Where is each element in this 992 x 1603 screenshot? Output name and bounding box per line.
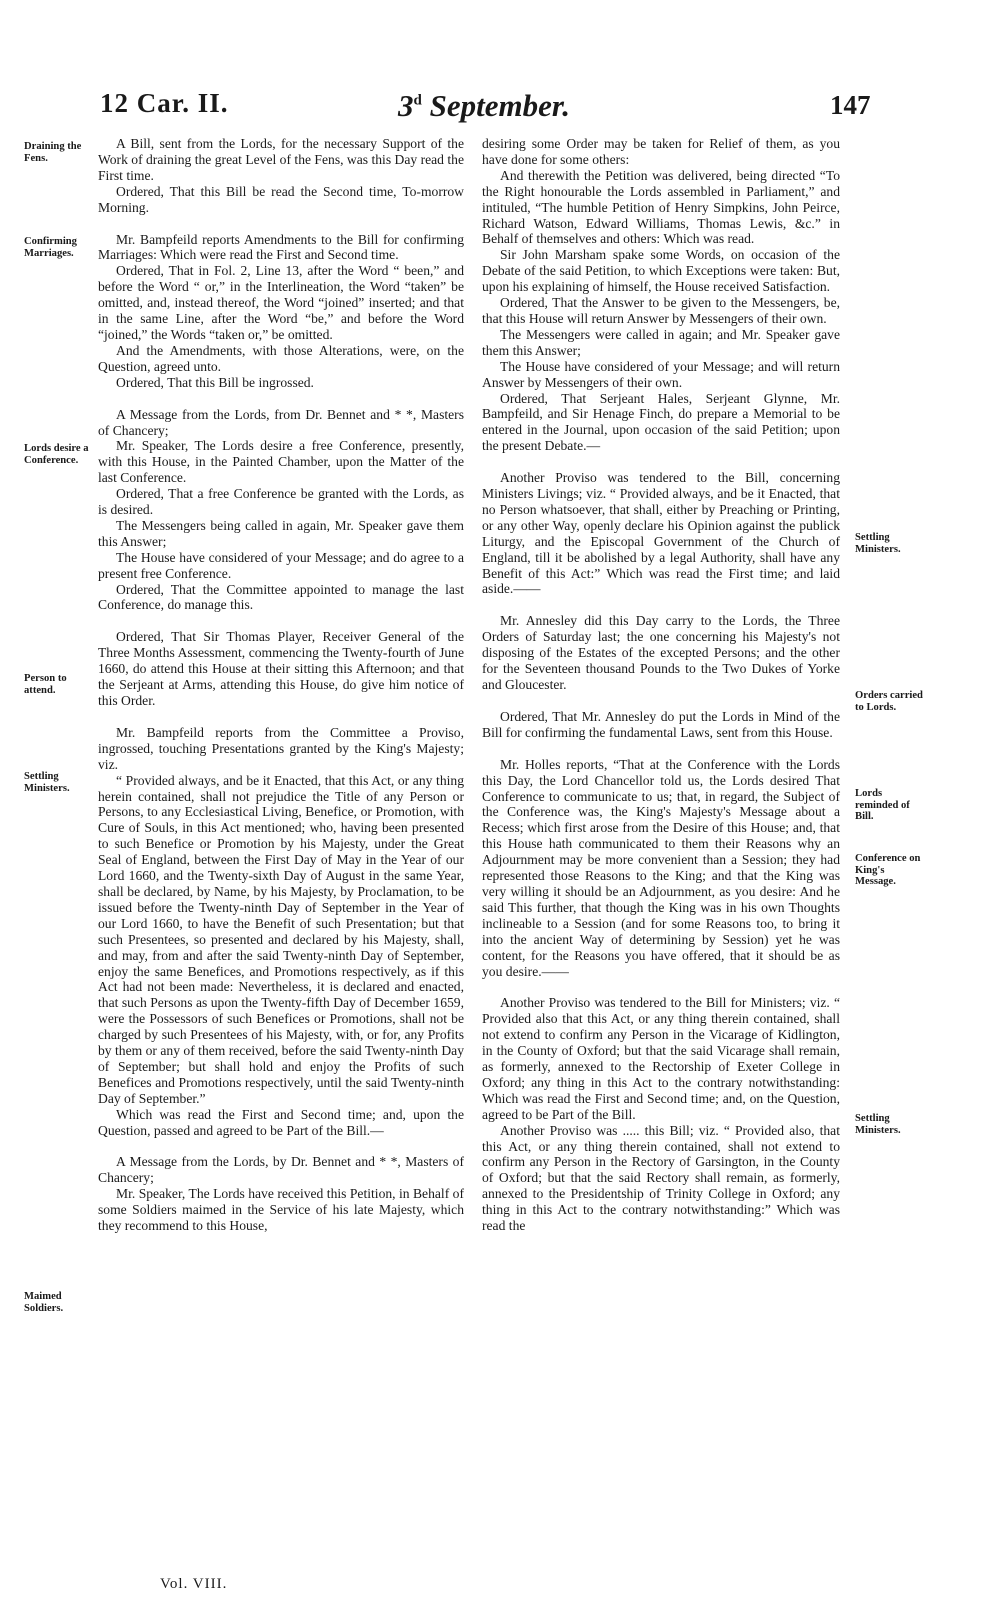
margin-note: Settling Ministers.: [855, 1113, 901, 1136]
margin-note: Conference on King's Message.: [855, 853, 921, 888]
regnal-year: 12 Car. II.: [100, 88, 229, 118]
paragraph: Ordered, That this Bill be ingrossed.: [116, 374, 314, 390]
paragraph: Ordered, That the Answer to be given to the Messengers, be, that this House will return Answer by Messengers of their own.: [482, 295, 840, 326]
page-header: [0, 88, 992, 136]
paragraph: Ordered, That in Fol. 2, Line 13, after the Word “ been,” and before the Word “ or,” in the Interlineation, the Word “taken” be omitted, and, instead thereof, the Word “joined” inserted; and that in the same Line, after the Word “be,” and before the Word “joined,” the Words “taken or,” be omitted.: [98, 263, 464, 342]
margin-note: Person to attend.: [24, 673, 67, 696]
paragraph: Sir John Marsham spake some Words, on occasion of the Debate of the said Petition, to which Exceptions were taken: But, upon his explaining of himself, the House received Satisfaction.: [482, 247, 840, 295]
paragraph: And therewith the Petition was delivered, being directed “To the Right honourable the Lords assembled in Parliament,” and intituled, “The humble Petition of Henry Simpkins, John Peirce, Richard Watson, Edward Williams, Thomas Lewis, &c.” in Behalf of themselves and others: Which was read.: [482, 167, 840, 247]
paragraph: Ordered, That Mr. Annesley do put the Lords in Mind of the Bill for confirming the fundamental Laws, sent from this House.: [482, 708, 840, 740]
date-heading: [398, 88, 570, 124]
volume-signature: Vol. VIII.: [160, 1576, 228, 1592]
paragraph: Another Proviso was tendered to the Bill, concerning Ministers Livings; viz. “ Provided always, and be it Enacted, that no Person whatsoever, that shall, either by Preaching or Printing, or any other Way, openly declare his Opinion against the publick Liturgy, and the Episcopal Government of the Church of England, till it be abolished by a legal Authority, shall have any Benefit of this Act:” Which was read the First time; and laid aside.——: [482, 470, 840, 597]
left-column: [98, 136, 464, 1234]
paragraph: The Messengers were called in again; and Mr. Speaker gave them this Answer;: [482, 326, 840, 358]
paragraph: Which was read the First and Second time; and, upon the Question, passed and agreed to be Part of the Bill.—: [98, 1106, 464, 1138]
paragraph: Another Proviso was ..... this Bill; viz. “ Provided also, that this Act, or any thing therein contained, shall not extend to confirm any Person in the Rectory of Garsington, in the County of Oxford; but that the said Rectory shall remain, as formerly, annexed to the Presidentship of Trinity College in Oxford; any thing in this Act to the contrary notwithstanding:” Which was read the: [482, 1122, 840, 1234]
paragraph: Mr. Bampfeild reports Amendments to the Bill for confirming Marriages: Which were read the First and Second time.: [98, 231, 464, 263]
paragraph: Another Proviso was tendered to the Bill for Ministers; viz. “ Provided also that this Act, or any thing therein contained, shall not extend to confirm any Person in the Vicarage of Kidlington, in the County of Oxford; but that the said Vicarage shall remain, as formerly, annexed to the Rectorship of Exeter College in Oxford; any thing in this Act to the contrary notwithstanding: Which was read the First and Second time; and, on the Question, agreed to be Part of the Bill.: [482, 995, 840, 1122]
paragraph: Ordered, That this Bill be read the Second time, To-morrow Morning.: [98, 183, 464, 215]
margin-note: Confirming Marriages.: [24, 236, 77, 259]
margin-note: Settling Ministers.: [855, 532, 901, 555]
right-column: [482, 136, 840, 1234]
paragraph: Ordered, That Sir Thomas Player, Receiver General of the Three Months Assessment, commencing the Twenty-fourth of June 1660, do attend this House at their sitting this Afternoon; and that the Serjeant at Arms, attending this House, do give him notice of this Order.: [98, 629, 464, 708]
paragraph: The Messengers being called in again, Mr. Speaker gave them this Answer;: [98, 517, 464, 549]
paragraph: Mr. Holles reports, “That at the Conference with the Lords this Day, the Lord Chancellor told us, the Lords desired That Conference to communicate to us; that, in regard, the Subject of the Conference was, the King's Majesty's Message about a Recess; which first arose from the Desire of this House; and, that this House hath communicated to them their Reasons why an Adjournment may be more convenient than a Session; they had represented those Reasons to the King; and that the King was very willing it should be an Adjournment, as you desire: And he said This further, that though the King was in his own Thoughts inclineable to a Session (and for some Reasons too, to bring it into the ancient Way of determining by Session) yet he was content, for the Reasons you have offered, that it should be as you desire.——: [482, 756, 840, 979]
margin-note: Settling Ministers.: [24, 771, 70, 794]
paragraph: Mr. Bampfeild reports from the Committee a Proviso, ingrossed, touching Presentations granted by the King's Majesty; viz.: [98, 724, 464, 772]
paragraph: A Message from the Lords, by Dr. Bennet and * *, Masters of Chancery;: [98, 1154, 464, 1186]
paragraph: Ordered, That the Committee appointed to manage the last Conference, do manage this.: [98, 581, 464, 613]
margin-note: Lords reminded of Bill.: [855, 788, 910, 823]
margin-note: Maimed Soldiers.: [24, 1291, 64, 1314]
paragraph: Ordered, That Serjeant Hales, Serjeant Glynne, Mr. Bampfeild, and Sir Henage Finch, do prepare a Memorial to be entered in the Journal, upon occasion of the said Petition; upon the present Debate.—: [482, 390, 840, 454]
paragraph: The House have considered of your Message; and do agree to a present free Conference.: [98, 549, 464, 581]
paragraph: “ Provided always, and be it Enacted, that this Act, or any thing herein contained, shall not prejudice the Title of any Person or Persons, to any Ecclesiastical Living, Benefice, or Promotion, with Cure of Souls, in this Act mentioned; who, having been presented to such Benefice or Promotion by his Majesty, under the Great Seal of England, between the First Day of May in the Year of our Lord 1660, and the Twenty-sixth Day of August in the same Year, shall be declared, by Name, by his Majesty, by Proclamation, to be issued before the Twenty-ninth Day of September in the Year of our Lord 1660, to have the Benefit of such Presentation; but that such Presentees, so presented and declared by his Majesty, shall, and may, from and after the said Twenty-ninth Day of September, enjoy the same Benefices, and Promotions respectively, as if this Act had not been made: Nevertheless, it is declared and enacted, that such Persons as upon the Twenty-fifth Day of December 1659, were the Possessors of such Benefices or Promotions, shall not be charged by such Presentees of his Majesty, with, or for, any Profits by them or any of them received, before the said Twenty-ninth Day of September; but shall hold and enjoy the Profits of such Benefices and Promotions respectively, until the said Twenty-ninth Day of September.”: [98, 772, 464, 1106]
paragraph: And the Amendments, with those Alterations, were, on the Question, agreed unto.: [98, 342, 464, 374]
margin-note: Orders carried to Lords.: [855, 690, 923, 713]
date-month: September.: [421, 88, 570, 123]
paragraph: desiring some Order may be taken for Relief of them, as you have done for some others:: [482, 136, 840, 167]
paragraph: The House have considered of your Message; and will return Answer by Messengers of their own.: [482, 358, 840, 390]
date-day: 3: [398, 88, 414, 123]
paragraph: A Bill, sent from the Lords, for the necessary Support of the Work of draining the great Level of the Fens, was this Day read the First time.: [98, 136, 464, 183]
page-number: 147: [830, 90, 871, 120]
paragraph: Ordered, That a free Conference be granted with the Lords, as is desired.: [98, 486, 464, 518]
paragraph: Mr. Annesley did this Day carry to the Lords, the Three Orders of Saturday last; the one concerning his Majesty's not disposing of the Estates of the excepted Persons; and the other for the Seventeen thousand Pounds to the Two Dukes of Yorke and Gloucester.: [482, 613, 840, 692]
margin-note: Lords desire a Conference.: [24, 443, 89, 466]
paragraph: Mr. Speaker, The Lords have received this Petition, in Behalf of some Soldiers maimed in the Service of his late Majesty, which they recommend to this House,: [98, 1186, 464, 1234]
paragraph: Mr. Speaker, The Lords desire a free Conference, presently, with this House, in the Painted Chamber, upon the Matter of the last Conference.: [98, 438, 464, 486]
paragraph: A Message from the Lords, from Dr. Bennet and * *, Masters of Chancery;: [98, 406, 464, 438]
date-suffix: d: [413, 92, 422, 109]
margin-note: Draining the Fens.: [24, 141, 82, 164]
